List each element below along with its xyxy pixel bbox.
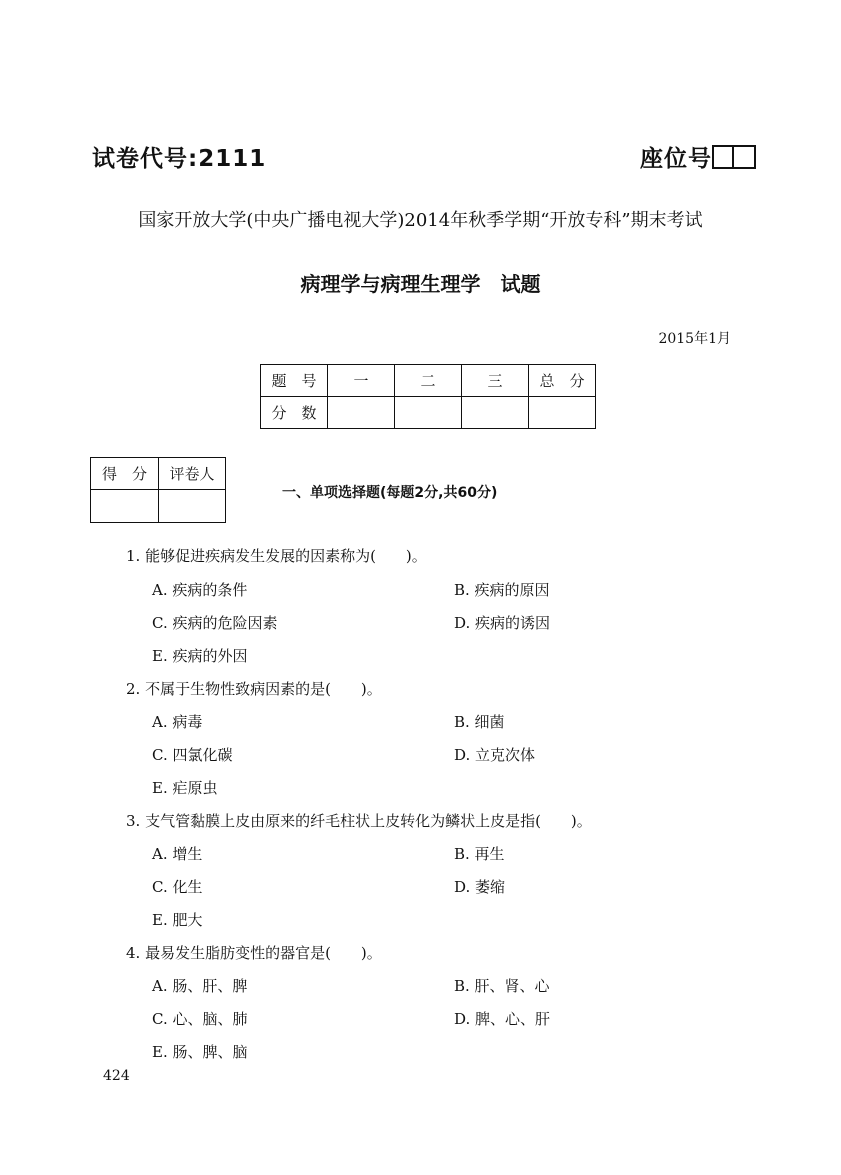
q2-option-e: E. 疟原虫 [152,779,218,797]
q4-option-a: A. 肠、肝、脾 [152,977,248,995]
seat-number [640,140,756,173]
grader-score-cell [91,490,159,523]
grader-name-label: 评卷人 [159,458,226,490]
q1-option-e: E. 疾病的外因 [152,647,248,665]
section-title: 一、单项选择题(每题2分,共60分) [282,485,498,501]
score-header-total: 总 分 [529,365,596,397]
q3-option-c: C. 化生 [152,878,203,896]
score-header-2: 二 [395,365,462,397]
grader-score-label: 得 分 [91,458,159,490]
q1-option-b: B. 疾病的原因 [454,581,550,599]
grader-name-cell [159,490,226,523]
question-4: 4. 最易发生脂肪变性的器官是( )。 [126,944,382,962]
q3-option-b: B. 再生 [454,845,505,863]
q4-option-e: E. 肠、脾、脑 [152,1043,248,1061]
q3-option-e: E. 肥大 [152,911,203,929]
grader-table [90,457,226,523]
exam-title: 国家开放大学(中央广播电视大学)2014年秋季学期“开放专科”期末考试 [138,210,703,231]
q3-option-a: A. 增生 [152,845,203,863]
q3-option-d: D. 萎缩 [454,878,506,896]
exam-date: 2015年1月 [658,331,731,347]
score-table [260,364,596,429]
question-3: 3. 支气管黏膜上皮由原来的纤毛柱状上皮转化为鳞状上皮是指( )。 [126,812,592,830]
page-number: 424 [103,1068,130,1084]
q4-option-c: C. 心、脑、肺 [152,1010,248,1028]
score-header-label: 题 号 [261,365,328,397]
grader-table-value-row [91,490,226,523]
score-header-3: 三 [462,365,529,397]
score-table-value-row [261,397,596,429]
q2-option-c: C. 四氯化碳 [152,746,233,764]
score-row-label: 分 数 [261,397,328,429]
score-table-header-row [261,365,596,397]
q1-option-c: C. 疾病的危险因素 [152,614,278,632]
seat-box-1 [712,145,734,169]
q1-option-d: D. 疾病的诱因 [454,614,551,632]
question-2: 2. 不属于生物性致病因素的是( )。 [126,680,382,698]
score-cell-3 [462,397,529,429]
q2-option-b: B. 细菌 [454,713,505,731]
score-cell-total [529,397,596,429]
q2-option-d: D. 立克次体 [454,746,536,764]
exam-code: 试卷代号:2111 [92,146,267,172]
score-cell-1 [328,397,395,429]
seat-label: 座位号 [640,146,712,172]
q1-option-a: A. 疾病的条件 [152,581,248,599]
q4-option-b: B. 肝、肾、心 [454,977,550,995]
score-cell-2 [395,397,462,429]
seat-box-2 [734,145,756,169]
grader-table-header-row [91,458,226,490]
subject-title: 病理学与病理生理学 试题 [300,272,541,296]
q4-option-d: D. 脾、心、肝 [454,1010,551,1028]
question-1: 1. 能够促进疾病发生发展的因素称为( )。 [126,547,427,565]
q2-option-a: A. 病毒 [152,713,203,731]
score-header-1: 一 [328,365,395,397]
